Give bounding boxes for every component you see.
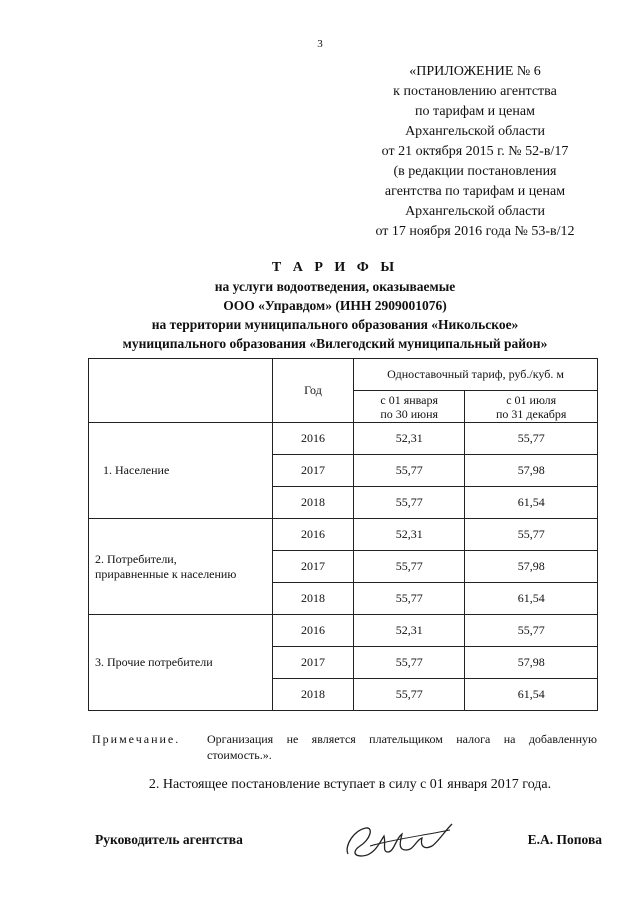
year-cell: 2018 [273,679,354,711]
category-label: 1. Население [103,463,170,477]
tariff-cell-period-2: 55,77 [465,519,598,551]
table-row [89,423,598,455]
title-main: Т А Р И Ф Ы [271,260,399,275]
year-cell: 2017 [273,455,354,487]
category-cell [89,615,273,711]
tariff-cell-period-2: 55,77 [465,615,598,647]
appendix-line: (в редакции постановления [393,164,557,179]
appendix-line: агентства по тарифам и ценам [384,184,566,199]
tariff-cell-period-2: 57,98 [465,551,598,583]
signer-name: Е.А. Попова [527,832,602,847]
appendix-line: от 17 ноября 2016 года № 53-в/12 [375,224,575,239]
tariff-cell-period-2: 61,54 [465,679,598,711]
category-label: 2. Потребители, [95,551,177,566]
tariff-cell-period-2: 61,54 [465,487,598,519]
tariff-cell-period-2: 61,54 [465,583,598,615]
table-row [89,615,598,647]
title-line: муниципального образования «Вилегодский муниципальный район» [122,336,548,351]
header-period-2 [465,391,598,423]
tariff-cell-period-1: 52,31 [354,423,465,455]
appendix-line: от 21 октября 2015 г. № 52-в/17 [381,144,569,159]
header-tariff: Одноставочный тариф, руб./куб. м [354,359,598,391]
tariff-cell-period-1: 55,77 [354,647,465,679]
note-label: Примечание. [92,732,181,746]
appendix-line: «ПРИЛОЖЕНИЕ № 6 [409,64,541,79]
signer-role: Руководитель агентства [95,832,243,847]
tariff-cell-period-1: 55,77 [354,679,465,711]
appendix-line: к постановлению агентства [393,84,557,99]
handwritten-signature-icon [340,816,460,866]
header-period-1-line: по 30 июня [380,406,439,421]
category-cell [89,519,273,615]
page-number: 3 [317,38,323,50]
header-period-1-line: с 01 января [380,392,438,407]
tariff-cell-period-2: 55,77 [465,423,598,455]
tariff-cell-period-1: 52,31 [354,519,465,551]
title-line: на территории муниципального образования «Никольское» [151,317,519,332]
header-period-2-line: по 31 декабря [495,406,567,421]
year-cell: 2016 [273,423,354,455]
category-label: 3. Прочие потребители [95,655,213,669]
tariff-cell-period-1: 55,77 [354,487,465,519]
tariff-cell-period-1: 52,31 [354,615,465,647]
tariff-table [88,358,598,711]
category-label: приравненные к населению [95,566,237,581]
appendix-line: Архангельской области [405,204,545,219]
table-header-row [89,359,598,391]
year-cell: 2017 [273,551,354,583]
note-block [92,731,602,763]
title-line: на услуги водоотведения, оказываемые [214,279,456,294]
tariff-cell-period-1: 55,77 [354,583,465,615]
effective-date-paragraph: 2. Настоящее постановление вступает в силу с 01 января 2017 года. [148,777,552,792]
title-line: ООО «Управдом» (ИНН 2909001076) [223,298,447,313]
year-cell: 2018 [273,583,354,615]
header-year: Год [273,359,354,423]
header-period-2-line: с 01 июля [506,392,557,407]
appendix-block [330,62,620,242]
year-cell: 2017 [273,647,354,679]
note-text: Организация не является плательщиком налога на добавленную стоимость.». [207,732,597,762]
appendix-line: по тарифам и ценам [415,104,535,119]
header-period-1 [354,391,465,423]
appendix-line: Архангельской области [405,124,545,139]
year-cell: 2016 [273,615,354,647]
tariff-cell-period-1: 55,77 [354,551,465,583]
document-title [60,258,610,353]
signature-footer [95,826,602,866]
header-category [89,359,273,423]
year-cell: 2018 [273,487,354,519]
tariff-cell-period-1: 55,77 [354,455,465,487]
table-row [89,519,598,551]
category-cell [89,423,273,519]
tariff-cell-period-2: 57,98 [465,455,598,487]
year-cell: 2016 [273,519,354,551]
tariff-cell-period-2: 57,98 [465,647,598,679]
